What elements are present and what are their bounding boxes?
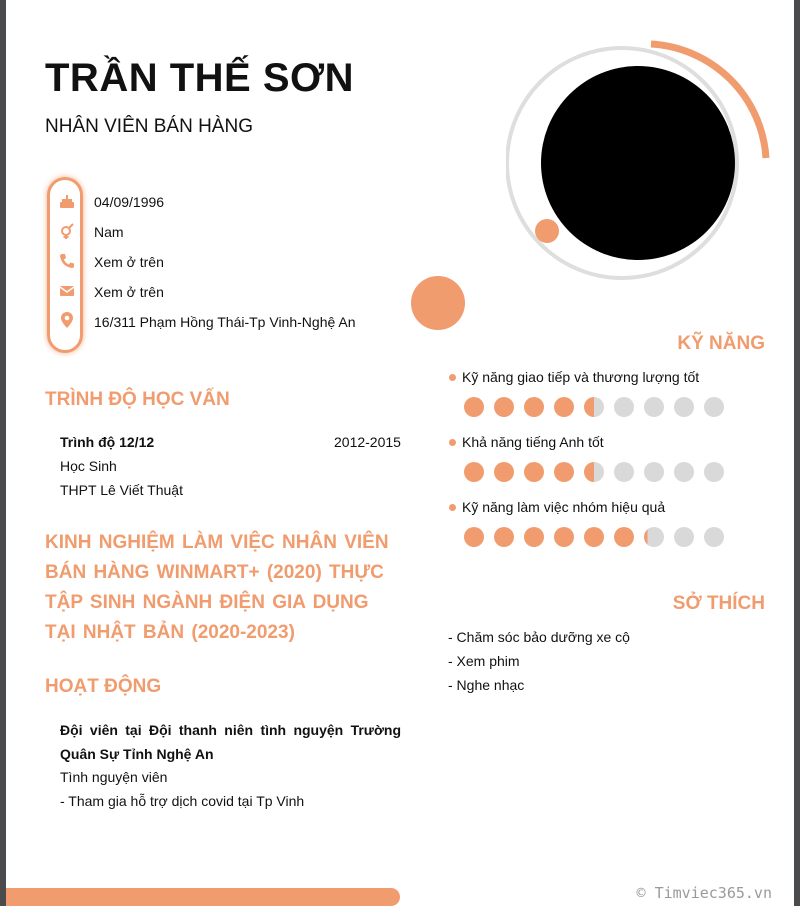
rating-dot [674, 527, 694, 547]
rating-dot [614, 397, 634, 417]
rating-dot [524, 397, 544, 417]
avatar-photo [541, 66, 735, 260]
avatar [506, 34, 776, 294]
activities-detail: - Tham gia hỗ trợ dịch covid tại Tp Vinh [60, 793, 305, 809]
contact-address: 16/311 Phạm Hồng Thái-Tp Vinh-Nghệ An [94, 314, 356, 330]
hobbies-title: SỞ THÍCH [672, 593, 765, 614]
rating-dot [524, 527, 544, 547]
rating-dot [644, 462, 664, 482]
rating-dot [524, 462, 544, 482]
contact-gender: Nam [94, 224, 124, 240]
rating-dot [584, 397, 604, 417]
skill-bullet [449, 439, 456, 446]
rating-dot [584, 527, 604, 547]
skill-label: Kỹ năng làm việc nhóm hiệu quả [462, 499, 666, 515]
decorative-circle [411, 276, 465, 330]
education-title: TRÌNH ĐỘ HỌC VẤN [45, 389, 230, 410]
activities-role: Tình nguyện viên [60, 769, 168, 785]
avatar-small-dot [535, 219, 559, 243]
rating-dot [704, 462, 724, 482]
bottom-accent-bar [6, 888, 400, 906]
education-role: Học Sinh [60, 458, 117, 474]
rating-dot [704, 397, 724, 417]
rating-dot [554, 527, 574, 547]
rating-dot [464, 527, 484, 547]
gender-icon [59, 223, 75, 244]
skills-title: KỸ NĂNG [677, 333, 765, 354]
skill-label: Khả năng tiếng Anh tốt [462, 434, 604, 450]
rating-dot [614, 527, 634, 547]
rating-dot [494, 397, 514, 417]
experience-title: KINH NGHIỆM LÀM VIỆC NHÂN VIÊN BÁN HÀNG WINMART+ (2020) THỰC TẬP SINH NGÀNH ĐIỆN GIA DỤNG TẠI NHẬT BẢN (2020-2023) [45, 532, 389, 643]
skill-rating-2 [464, 462, 724, 482]
education-level: Trình độ 12/12 [60, 434, 155, 450]
rating-dot [494, 462, 514, 482]
activities-org: Đội viên tại Đội thanh niên tình nguyện Trường Quân Sự Tỉnh Nghệ An [60, 722, 401, 762]
hobby-item: - Chăm sóc bảo dưỡng xe cộ [448, 629, 630, 645]
rating-dot [584, 462, 604, 482]
rating-dot [554, 397, 574, 417]
birthday-cake-icon [59, 193, 75, 214]
email-icon [59, 283, 75, 304]
education-school: THPT Lê Viết Thuật [60, 482, 183, 498]
contact-email: Xem ở trên [94, 284, 164, 300]
rating-dot [674, 397, 694, 417]
education-years: 2012-2015 [334, 434, 401, 450]
hobby-item: - Xem phim [448, 653, 520, 669]
phone-icon [59, 253, 75, 274]
skill-rating-3 [464, 527, 724, 547]
contact-birthday: 04/09/1996 [94, 194, 165, 210]
cv-page [6, 0, 794, 906]
rating-dot [644, 527, 664, 547]
candidate-name: TRẦN THẾ SƠN [45, 56, 355, 100]
job-title: NHÂN VIÊN BÁN HÀNG [45, 116, 253, 137]
location-pin-icon [59, 312, 75, 333]
contact-phone: Xem ở trên [94, 254, 164, 270]
hobby-item: - Nghe nhạc [448, 677, 525, 693]
rating-dot [464, 397, 484, 417]
rating-dot [644, 397, 664, 417]
rating-dot [614, 462, 634, 482]
activities-title: HOẠT ĐỘNG [45, 676, 162, 697]
skill-rating-1 [464, 397, 724, 417]
rating-dot [494, 527, 514, 547]
rating-dot [464, 462, 484, 482]
skill-label: Kỹ năng giao tiếp và thương lượng tốt [462, 369, 700, 385]
rating-dot [704, 527, 724, 547]
skill-bullet [449, 504, 456, 511]
skill-bullet [449, 374, 456, 381]
rating-dot [674, 462, 694, 482]
watermark-brand: © Timviec365.vn [636, 884, 772, 902]
rating-dot [554, 462, 574, 482]
